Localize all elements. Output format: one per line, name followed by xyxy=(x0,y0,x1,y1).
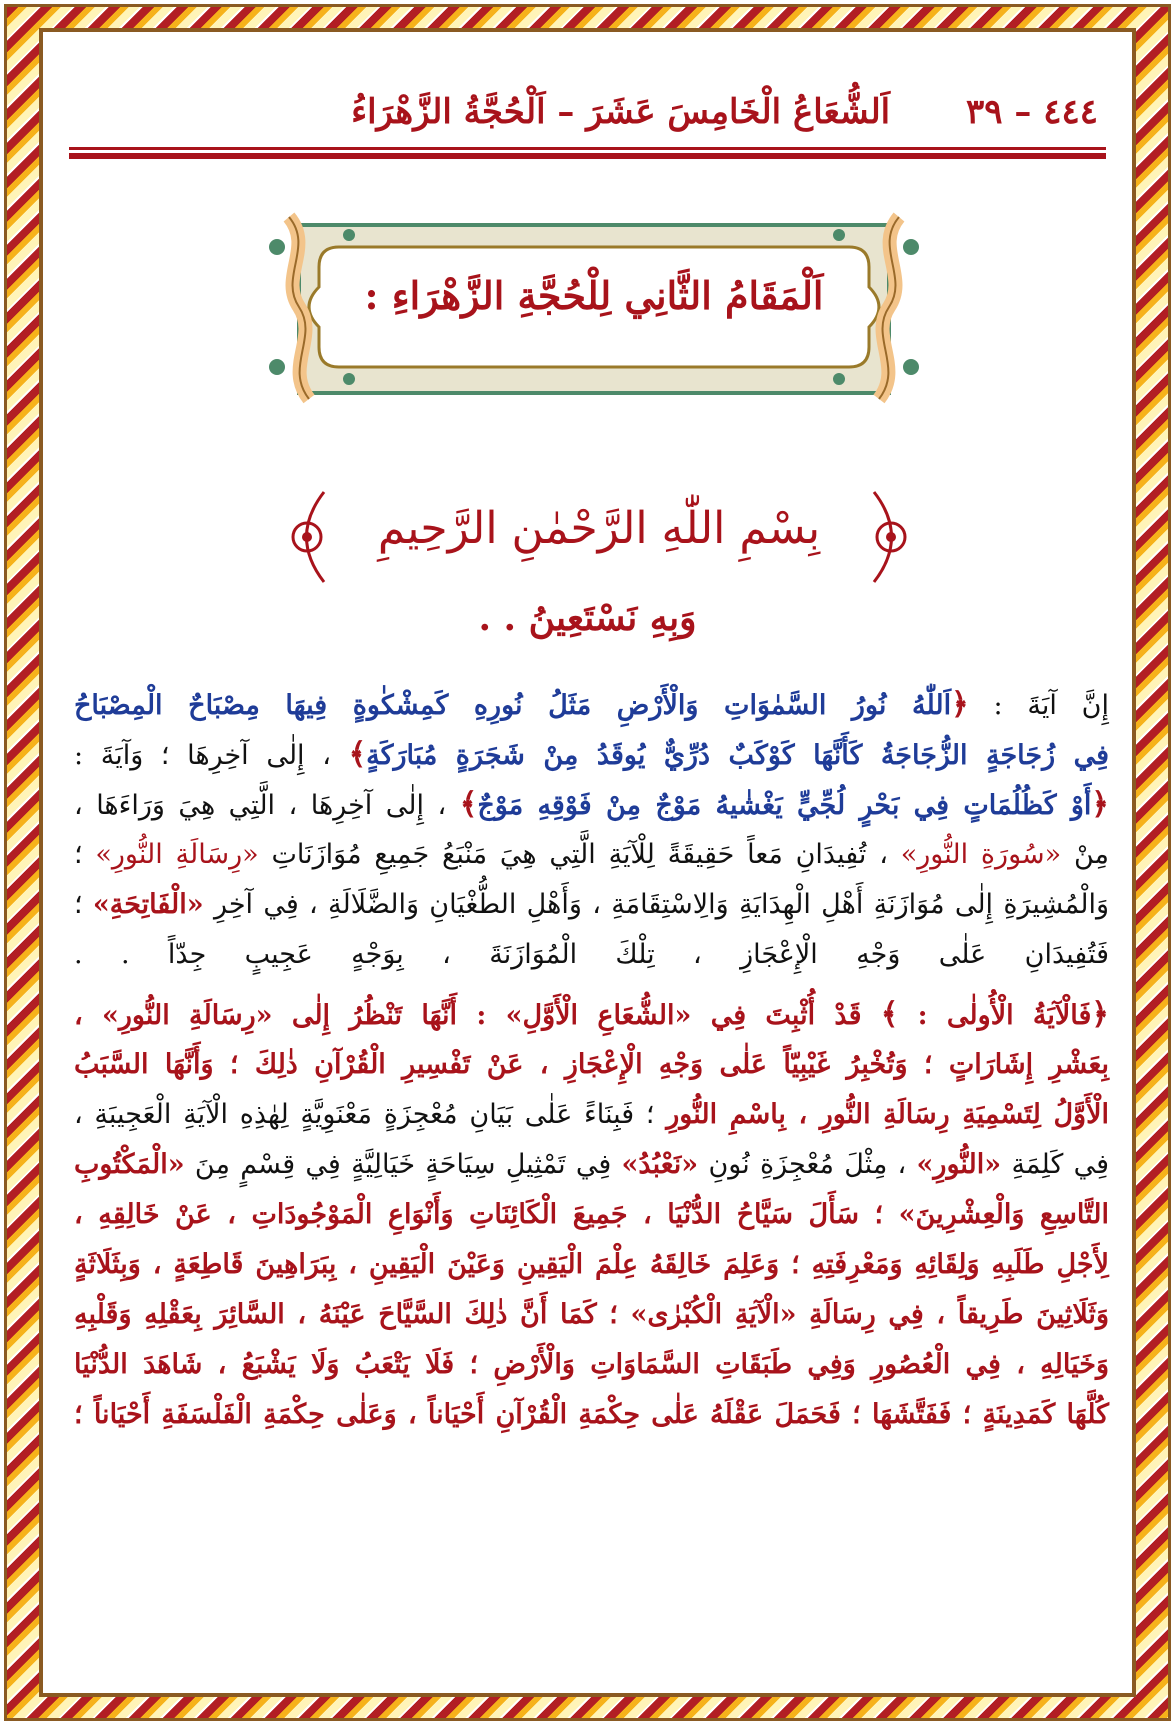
text-run: التَّاسِعِ وَالْعِشْرِينَ» ؛ سَأَلَ سَيَّاحُ الدُّنْيَا ، جَمِيعَ الْكَائِنَاتِ وَأَنْوَاعِ الْمَوْجُودَاتِ ، عَنْ خَالِقِهِ ، xyxy=(74,1199,1109,1230)
text-line xyxy=(74,1340,1109,1390)
text-run: ، مِثْلَ مُعْجِزَةِ نُونِ xyxy=(698,1149,917,1180)
text-run: وَثَلَاثِينَ طَرِيقاً ، فِي رِسَالَةِ «الْآيَةِ الْكُبْرٰى» ؛ كَمَا أَنَّ ذٰلِكَ السَّيَّاحَ عَيْنَهُ ، السَّائِرَ بِعَقْلِهِ وَقَلْبِهِ xyxy=(74,1299,1109,1330)
text-run: فِي تَمْثِيلِ سِيَاحَةٍ خَيَالِيَّةٍ فِي قِسْمٍ مِنَ xyxy=(184,1149,622,1180)
page-numbers: ٤٤٤ – ٣٩ xyxy=(965,92,1098,132)
header-rule-thick xyxy=(69,153,1106,159)
section-title: اَلْمَقَامُ الثَّانِي لِلْحُجَّةِ الزَّهْرَاءِ : xyxy=(364,273,824,318)
basmala-calligraphy: بِسْمِ اللّٰهِ الرَّحْمٰنِ الرَّحِيمِ xyxy=(377,503,821,554)
text-run: وَالْمُشِيرَةِ إِلٰى مُوَازَنَةِ أَهْلِ الْهِدَايَةِ وَالِاسْتِقَامَةِ ، وَأَهْلِ الطُّغْيَانِ وَالضَّلَالَةِ ، فِي آخِرِ xyxy=(203,889,1109,920)
text-line xyxy=(74,1390,1109,1440)
text-run: فَالْآيَةُ الْأُولٰى : xyxy=(898,1000,1092,1031)
section-title-cartouche xyxy=(269,207,919,407)
ayah-bracket-icon: ﴾ xyxy=(348,737,367,772)
text-run: أَوْ كَظُلُمَاتٍ فِي بَحْرٍ لُجِّيٍّ يَغْشٰيهُ مَوْجٌ مِنْ فَوْقِهِ مَوْجٌ xyxy=(477,790,1092,821)
text-line xyxy=(74,1240,1109,1290)
text-run: ؛ xyxy=(74,839,96,870)
text-run: ، إِلٰى آخِرِهَا ، الَّتِي هِيَ وَرَاءَهَا ، xyxy=(74,790,460,821)
paragraph-1 xyxy=(74,680,1109,980)
ayah-bracket-icon: ﴿ xyxy=(1091,997,1109,1032)
text-run: الْأَوَّلُ لِتَسْمِيَةِ رِسَالَةِ النُّورِ ، بِاسْمِ النُّورِ xyxy=(666,1099,1109,1130)
text-run: «رِسَالَةِ النُّورِ» xyxy=(95,839,259,870)
header-rule-thin xyxy=(69,147,1106,150)
text-line xyxy=(74,830,1109,880)
ayah-bracket-icon: ﴾ xyxy=(880,997,899,1032)
text-run: كُلَّهَا كَمَدِينَةٍ ؛ فَفَتَّشَهَا ؛ فَحَمَلَ عَقْلَهُ عَلٰى حِكْمَةِ الْقُرْآنِ أَحْيَاناً ، وَعَلٰى حِكْمَةِ الْفَلْسَفَةِ أَحْيَاناً ؛ xyxy=(74,1399,1109,1430)
text-run: بِعَشْرِ إِشَارَاتٍ ؛ وَتُخْبِرُ غَيْبِيّاً عَلٰى وَجْهِ الْإِعْجَازِ ، عَنْ تَفْسِيرِ الْقُرْآنِ ذٰلِكَ ؛ وَأَنَّهَا السَّبَبُ xyxy=(74,1049,1109,1080)
ayah-bracket-icon: ﴿ xyxy=(951,687,969,722)
text-run: لِأَجْلِ طَلَبِهِ وَلِقَائِهِ وَمَعْرِفَتِهِ ؛ وَعَلِمَ خَالِقَهُ عِلْمَ الْيَقِينِ وَعَيْنَ الْيَقِينِ ، بِبَرَاهِينَ قَاطِعَةٍ ، وَبِثَلَاثَةٍ xyxy=(74,1249,1109,1280)
page xyxy=(44,32,1131,1693)
text-run: قَدْ أُثْبِتَ فِي «الشُّعَاعِ الْأَوَّلِ» : أَنَّهَا تَنْظُرُ إِلٰى «رِسَالَةِ النُّورِ» ، xyxy=(74,1000,881,1031)
text-line xyxy=(74,990,1109,1040)
text-run: فَتُفِيدَانِ عَلٰى وَجْهِ الْإِعْجَازِ ، تِلْكَ الْمُوَازَنَةَ ، بِوَجْهٍ عَجِيبٍ جِدّاً . . xyxy=(74,939,1109,970)
text-run: «الْفَاتِحَةِ» xyxy=(92,889,204,920)
text-run: «سُورَةِ النُّورِ» xyxy=(900,839,1062,870)
paragraph-2 xyxy=(74,990,1109,1440)
ayah-bracket-icon: ﴿ xyxy=(1091,787,1109,822)
text-line xyxy=(74,930,1109,980)
right-floral-ornament-icon xyxy=(869,487,919,587)
header-title xyxy=(351,92,1098,132)
text-line xyxy=(74,730,1109,780)
text-line xyxy=(74,1290,1109,1340)
text-run: ؛ xyxy=(74,889,93,920)
chapter-title: اَلشُّعَاعُ الْخَامِسَ عَشَرَ – اَلْحُجَّةُ الزَّهْرَاءُ xyxy=(351,92,891,132)
text-run: «نَعْبُدُ» xyxy=(621,1149,699,1180)
text-run: اَللّٰهُ نُورُ السَّمٰوَاتِ وَالْأَرْضِ مَثَلُ نُورِهِ كَمِشْكٰوةٍ فِيهَا مِصْبَاحٌ الْمِصْبَاحُ xyxy=(74,690,952,721)
ayah-bracket-icon: ﴾ xyxy=(459,787,478,822)
text-line xyxy=(74,1040,1109,1090)
text-line xyxy=(74,1140,1109,1190)
text-line xyxy=(74,1090,1109,1140)
text-run: وَخَيَالِهِ ، فِي الْعُصُورِ وَفِي طَبَقَاتِ السَّمَاوَاتِ وَالْأَرْضِ ؛ فَلَا يَتْعَبُ وَلَا يَشْبَعُ ، شَاهَدَ الدُّنْيَا xyxy=(74,1349,1109,1380)
text-run: إِنَّ آيَةَ : xyxy=(968,690,1109,721)
text-run: فِي كَلِمَةِ xyxy=(1001,1149,1109,1180)
text-line xyxy=(74,1190,1109,1240)
text-run: مِنْ xyxy=(1061,839,1109,870)
text-line xyxy=(74,880,1109,930)
text-run: «النُّورِ» xyxy=(916,1149,1002,1180)
body-text xyxy=(74,680,1109,1440)
text-line xyxy=(74,780,1109,830)
text-run: ؛ فَبِنَاءً عَلٰى بَيَانِ مُعْجِزَةٍ مَعْنَوِيَّةٍ لِهٰذِهِ الْآيَةِ الْعَجِيبَةِ ، xyxy=(74,1099,667,1130)
text-run: ، إِلٰى آخِرِهَا ؛ وَآيَةَ : xyxy=(74,740,349,771)
opening-phrase: وَبِهِ نَسْتَعِينُ . . xyxy=(478,597,697,639)
text-run: ، تُفِيدَانِ مَعاً حَقِيقَةً لِلْآيَةِ الَّتِي هِيَ مَنْبَعُ جَمِيعِ مُوَازَنَاتِ xyxy=(258,839,901,870)
text-run: فِي زُجَاجَةٍ الزُّجَاجَةُ كَأَنَّهَا كَوْكَبٌ دُرِّيٌّ يُوقَدُ مِنْ شَجَرَةٍ مُبَارَكَةٍ xyxy=(366,740,1109,771)
running-header xyxy=(69,92,1106,172)
text-run: «الْمَكْتُوبِ xyxy=(74,1149,185,1180)
text-line xyxy=(74,680,1109,730)
left-floral-ornament-icon xyxy=(279,487,329,587)
basmala-block xyxy=(279,487,919,587)
